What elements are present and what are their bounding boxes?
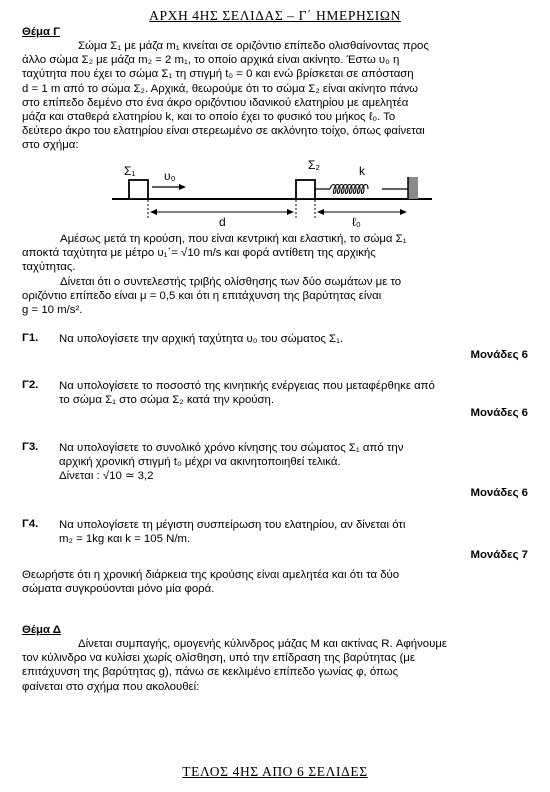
- l0-arrow-left: [317, 209, 324, 215]
- label-d: d: [219, 215, 226, 229]
- theme-d-line: τον κύλινδρο να κυλίσει χωρίς ολίσθηση, υπό την επίδραση της βαρύτητας (με: [22, 652, 415, 665]
- question-line: Να υπολογίσετε το ποσοστό της κινητικής ενέργειας που μεταφέρθηκε από: [59, 380, 435, 392]
- d-arrow-right: [287, 209, 294, 215]
- question-line: αρχική χρονική στιγμή t₀ μέχρι να ακινητοποιηθεί τελικά.: [59, 456, 341, 469]
- velocity-arrow-head: [179, 184, 186, 190]
- intro-line: d = 1 m από το σώμα Σ₂. Αρχικά, θεωρούμε ότι το σώμα Σ₂ είναι ακίνητο πάνω: [22, 82, 419, 95]
- theme-d-line: επιτάχυνση της βαρύτητας g), πάνω σε κεκλιμένο επίπεδο γωνίας φ, όπως: [22, 666, 399, 679]
- after-line: g = 10 m/s².: [22, 304, 83, 317]
- label-v0: υ₀: [164, 169, 176, 183]
- label-s2: Σ₂: [308, 158, 321, 172]
- label-k: k: [359, 164, 365, 178]
- intro-line: στο επίπεδο δεμένο στο ένα άκρο οριζόντιου ιδανικού ελατηρίου με αμελητέα: [22, 96, 409, 109]
- theme-d-title: Θέμα Δ: [22, 624, 61, 636]
- after-line: αποκτά ταχύτητα με μέτρο υ₁΄= √10 m/s και φορά αντίθετη της αρχικής: [22, 247, 376, 260]
- theme-g-title: Θέμα Γ: [22, 26, 60, 38]
- intro-line: ταχύτητα που έχει το σώμα Σ₁ τη στιγμή t₀ = 0 και ενώ βρίσκεται σε απόσταση: [22, 68, 414, 81]
- page-header: ΑΡΧΗ 4ΗΣ ΣΕΛΙΔΑΣ – Γ΄ ΗΜΕΡΗΣΙΩΝ: [149, 8, 401, 23]
- theme-d-line: Δίνεται συμπαγής, ομογενής κύλινδρος μάζας Μ και ακτίνας R. Αφήνουμε: [78, 638, 447, 650]
- question-marks: Μονάδες 7: [470, 549, 528, 561]
- page-footer: ΤΕΛΟΣ 4ΗΣ ΑΠΟ 6 ΣΕΛΙΔΕΣ: [182, 764, 368, 779]
- intro-line: στο σχήμα:: [22, 139, 79, 152]
- closing-line: σώματα συγκρούονται μόνο μία φορά.: [22, 583, 215, 596]
- question-marks: Μονάδες 6: [470, 407, 528, 419]
- question-number: Γ4.: [22, 518, 39, 530]
- intro-line: δεύτερο άκρο του ελατηρίου είναι στερεωμένο σε ακλόνητο τοίχο, όπως φαίνεται: [22, 125, 425, 138]
- intro-line: μάζα και σταθερά ελατηρίου k, και το οποίο έχει το φυσικό του μήκος ℓ₀. Το: [22, 111, 396, 124]
- after-line: ταχύτητας.: [22, 261, 76, 274]
- theme-g-after: [22, 232, 528, 317]
- question-line: το σώμα Σ₁ στο σώμα Σ₂ κατά την κρούση.: [59, 394, 275, 407]
- after-line: Δίνεται ότι ο συντελεστής τριβής ολίσθησης των δύο σωμάτων με το: [60, 275, 402, 288]
- wall: [408, 177, 418, 199]
- intro-line: άλλο σώμα Σ₂ με μάζα m₂ = 2 m₁, το οποίο αρχικά είναι ακίνητο. Έστω υ₀ η: [22, 54, 400, 67]
- question-text: [59, 332, 528, 346]
- question-number: Γ2.: [22, 379, 39, 391]
- theme-d-text: [22, 637, 528, 694]
- block-s2: [296, 180, 315, 199]
- spring-coil: [330, 185, 368, 194]
- question-text: [59, 379, 528, 407]
- question-text: [59, 441, 528, 484]
- d-arrow-left: [150, 209, 157, 215]
- label-l0: ℓ₀: [352, 215, 361, 229]
- theme-g-intro: [22, 39, 528, 153]
- closing-line: Θεωρήστε ότι η χρονική διάρκεια της κρούσης είναι αμελητέα και ότι τα δύο: [22, 569, 400, 581]
- question-line: Να υπολογίσετε το συνολικό χρόνο κίνησης του σώματος Σ₁ από την: [59, 442, 404, 454]
- question-number: Γ1.: [22, 332, 39, 344]
- question-marks: Μονάδες 6: [470, 349, 528, 361]
- l0-arrow-right: [400, 209, 407, 215]
- question-text: [59, 518, 528, 546]
- block-s1: [129, 180, 148, 199]
- after-line: Αμέσως μετά τη κρούση, που είναι κεντρική και ελαστική, το σώμα Σ₁: [60, 233, 407, 245]
- theme-d-line: φαίνεται στο σχήμα που ακολουθεί:: [22, 680, 200, 693]
- label-s1: Σ₁: [124, 164, 136, 178]
- question-line: Να υπολογίσετε την αρχική ταχύτητα υ₀ του σώματος Σ₁.: [59, 333, 344, 345]
- theme-g-closing: [22, 568, 528, 596]
- after-line: οριζόντιο επίπεδο είναι μ = 0,5 και ότι η επιτάχυνση της βαρύτητας είναι: [22, 289, 382, 302]
- question-number: Γ3.: [22, 441, 39, 453]
- question-line: Δίνεται : √10 ≃ 3,2: [59, 470, 154, 483]
- question-line: Να υπολογίσετε τη μέγιστη συσπείρωση του ελατηρίου, αν δίνεται ότι: [59, 519, 406, 531]
- spring-collision-diagram: [0, 150, 550, 230]
- intro-line: Σώμα Σ₁ με μάζα m₁ κινείται σε οριζόντιο επίπεδο ολισθαίνοντας προς: [78, 40, 429, 52]
- question-line: m₂ = 1kg και k = 105 N/m.: [59, 533, 191, 546]
- question-marks: Μονάδες 6: [470, 487, 528, 499]
